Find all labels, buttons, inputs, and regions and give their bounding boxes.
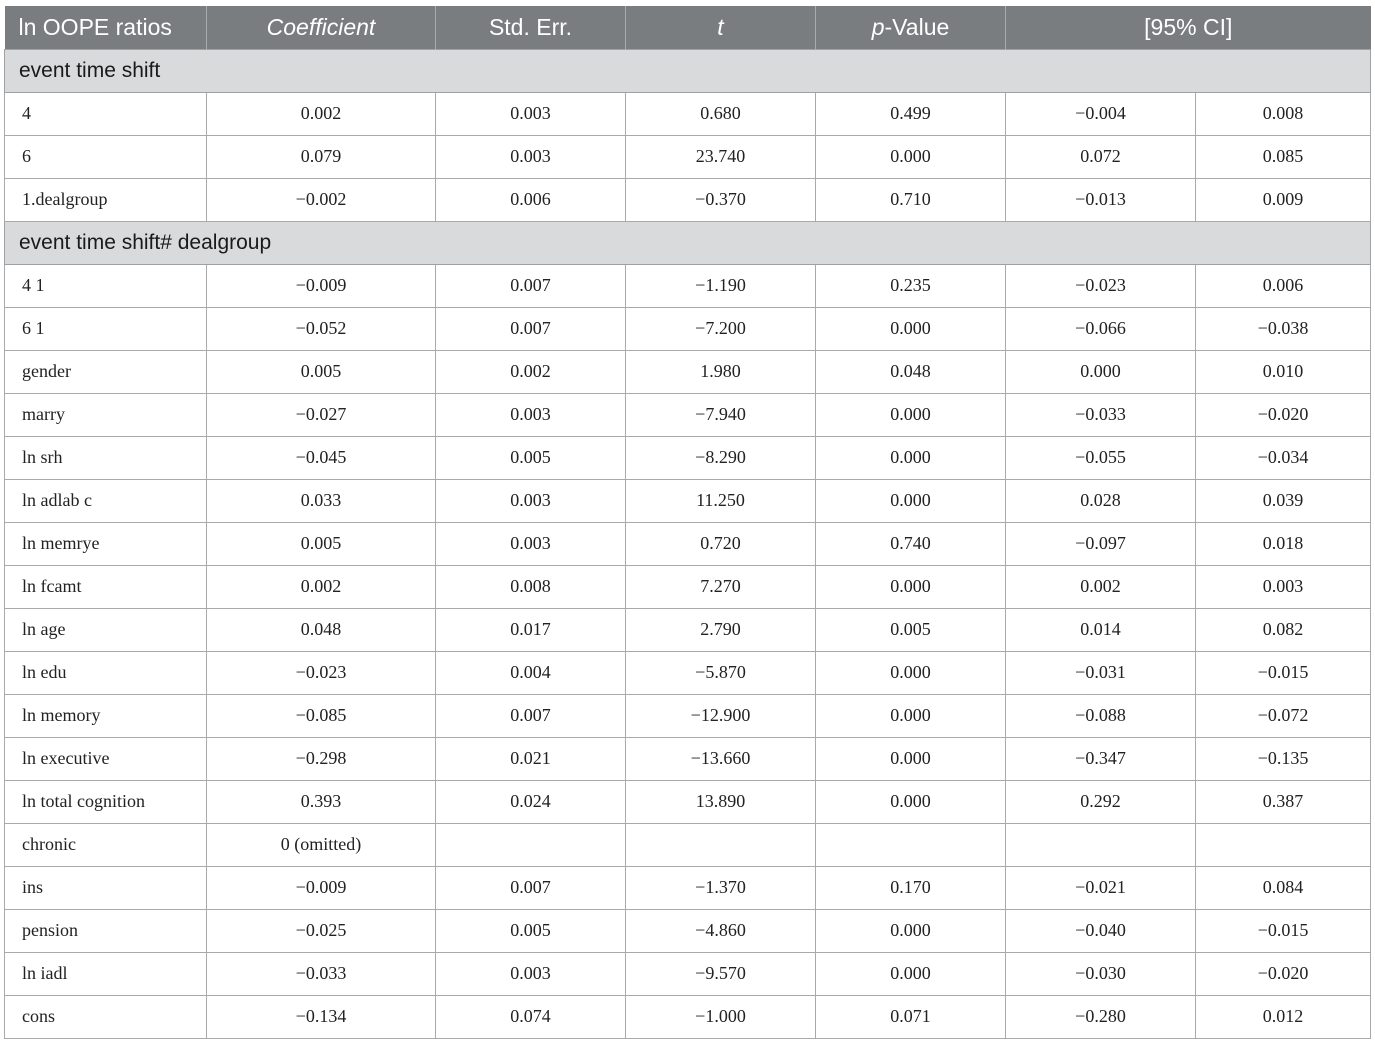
cell-ci-upper: −0.020	[1196, 952, 1371, 995]
cell-t-value: −7.940	[626, 393, 816, 436]
cell-ci-upper: 0.387	[1196, 780, 1371, 823]
table-row	[5, 737, 1371, 780]
cell-p-value: 0.000	[816, 952, 1006, 995]
cell-variable: ln edu	[5, 651, 207, 694]
cell-ci-lower: −0.013	[1006, 178, 1196, 221]
table-row	[5, 522, 1371, 565]
cell-variable: 4	[5, 92, 207, 135]
cell-p-value: 0.000	[816, 479, 1006, 522]
cell-ci-upper: 0.018	[1196, 522, 1371, 565]
cell-std-err: 0.002	[436, 350, 626, 393]
cell-coefficient: −0.134	[207, 995, 436, 1038]
cell-variable: ln memrye	[5, 522, 207, 565]
cell-p-value: 0.048	[816, 350, 1006, 393]
table-row	[5, 995, 1371, 1038]
cell-ci-upper: −0.135	[1196, 737, 1371, 780]
header-t	[626, 6, 816, 49]
cell-coefficient: 0.002	[207, 92, 436, 135]
cell-ci-lower: −0.347	[1006, 737, 1196, 780]
section-row	[5, 221, 1371, 264]
cell-variable: ln executive	[5, 737, 207, 780]
cell-std-err: 0.003	[436, 952, 626, 995]
cell-ci-lower: 0.292	[1006, 780, 1196, 823]
cell-coefficient: −0.085	[207, 694, 436, 737]
cell-ci-upper	[1196, 823, 1371, 866]
header-variable: ln OOPE ratios	[5, 6, 207, 49]
cell-t-value: −0.370	[626, 178, 816, 221]
cell-coefficient: 0.048	[207, 608, 436, 651]
cell-coefficient: −0.009	[207, 264, 436, 307]
cell-p-value: 0.005	[816, 608, 1006, 651]
cell-coefficient: −0.025	[207, 909, 436, 952]
cell-ci-lower: 0.014	[1006, 608, 1196, 651]
cell-ci-upper: −0.020	[1196, 393, 1371, 436]
header-p-italic: p	[871, 13, 885, 40]
cell-std-err: 0.021	[436, 737, 626, 780]
cell-std-err: 0.003	[436, 522, 626, 565]
table-row	[5, 178, 1371, 221]
cell-ci-lower: −0.088	[1006, 694, 1196, 737]
cell-ci-lower: 0.002	[1006, 565, 1196, 608]
cell-coefficient: −0.009	[207, 866, 436, 909]
cell-std-err: 0.006	[436, 178, 626, 221]
cell-variable: ln total cognition	[5, 780, 207, 823]
table-row	[5, 307, 1371, 350]
cell-variable: 1.dealgroup	[5, 178, 207, 221]
cell-ci-lower: −0.021	[1006, 866, 1196, 909]
header-coefficient	[207, 6, 436, 49]
header-t-label: t	[717, 13, 724, 40]
cell-p-value: 0.000	[816, 393, 1006, 436]
cell-std-err: 0.003	[436, 135, 626, 178]
cell-variable: 4 1	[5, 264, 207, 307]
cell-variable: marry	[5, 393, 207, 436]
cell-t-value: −13.660	[626, 737, 816, 780]
cell-variable: cons	[5, 995, 207, 1038]
table-row	[5, 651, 1371, 694]
cell-t-value: 7.270	[626, 565, 816, 608]
cell-std-err: 0.007	[436, 264, 626, 307]
section-title: event time shift# dealgroup	[5, 221, 1371, 264]
cell-variable: gender	[5, 350, 207, 393]
cell-variable: ln age	[5, 608, 207, 651]
table-row	[5, 823, 1371, 866]
cell-std-err: 0.008	[436, 565, 626, 608]
cell-coefficient: 0.393	[207, 780, 436, 823]
cell-t-value: 0.720	[626, 522, 816, 565]
table-row	[5, 866, 1371, 909]
cell-ci-lower: −0.066	[1006, 307, 1196, 350]
cell-variable: ins	[5, 866, 207, 909]
table-row	[5, 264, 1371, 307]
cell-ci-lower: 0.072	[1006, 135, 1196, 178]
cell-t-value: 13.890	[626, 780, 816, 823]
cell-ci-upper: −0.034	[1196, 436, 1371, 479]
header-std-err: Std. Err.	[436, 6, 626, 49]
cell-coefficient: 0.005	[207, 350, 436, 393]
cell-coefficient: −0.052	[207, 307, 436, 350]
cell-std-err: 0.007	[436, 307, 626, 350]
cell-coefficient: 0.002	[207, 565, 436, 608]
cell-coefficient: −0.027	[207, 393, 436, 436]
cell-p-value: 0.000	[816, 737, 1006, 780]
cell-p-value: 0.000	[816, 651, 1006, 694]
cell-ci-lower: −0.097	[1006, 522, 1196, 565]
cell-ci-upper: 0.085	[1196, 135, 1371, 178]
cell-variable: ln fcamt	[5, 565, 207, 608]
cell-std-err	[436, 823, 626, 866]
cell-p-value: 0.235	[816, 264, 1006, 307]
cell-variable: 6 1	[5, 307, 207, 350]
cell-std-err: 0.003	[436, 393, 626, 436]
cell-t-value: −5.870	[626, 651, 816, 694]
cell-t-value: −7.200	[626, 307, 816, 350]
cell-coefficient: −0.045	[207, 436, 436, 479]
cell-std-err: 0.024	[436, 780, 626, 823]
cell-ci-upper: 0.009	[1196, 178, 1371, 221]
cell-t-value: −9.570	[626, 952, 816, 995]
cell-p-value: 0.499	[816, 92, 1006, 135]
cell-ci-lower: 0.000	[1006, 350, 1196, 393]
cell-p-value: 0.000	[816, 780, 1006, 823]
cell-ci-lower: −0.055	[1006, 436, 1196, 479]
cell-p-value: 0.000	[816, 565, 1006, 608]
cell-std-err: 0.003	[436, 479, 626, 522]
table-row	[5, 952, 1371, 995]
cell-ci-lower: 0.028	[1006, 479, 1196, 522]
cell-t-value: 23.740	[626, 135, 816, 178]
cell-ci-upper: −0.038	[1196, 307, 1371, 350]
cell-ci-upper: 0.084	[1196, 866, 1371, 909]
cell-ci-upper: −0.015	[1196, 909, 1371, 952]
cell-variable: ln iadl	[5, 952, 207, 995]
table-body	[5, 49, 1371, 1038]
regression-table-container	[4, 6, 1370, 1039]
cell-p-value: 0.740	[816, 522, 1006, 565]
cell-ci-upper: 0.008	[1196, 92, 1371, 135]
cell-t-value: −8.290	[626, 436, 816, 479]
cell-std-err: 0.005	[436, 909, 626, 952]
cell-t-value: −4.860	[626, 909, 816, 952]
cell-coefficient: 0.079	[207, 135, 436, 178]
cell-std-err: 0.003	[436, 92, 626, 135]
cell-p-value: 0.000	[816, 307, 1006, 350]
table-header	[5, 6, 1371, 49]
header-p-value	[816, 6, 1006, 49]
cell-std-err: 0.074	[436, 995, 626, 1038]
table-row	[5, 135, 1371, 178]
cell-p-value: 0.000	[816, 436, 1006, 479]
cell-ci-upper: 0.006	[1196, 264, 1371, 307]
cell-p-value: 0.710	[816, 178, 1006, 221]
cell-std-err: 0.007	[436, 694, 626, 737]
cell-variable: chronic	[5, 823, 207, 866]
cell-coefficient: −0.002	[207, 178, 436, 221]
cell-coefficient: −0.298	[207, 737, 436, 780]
table-row	[5, 436, 1371, 479]
cell-p-value: 0.071	[816, 995, 1006, 1038]
cell-ci-lower: −0.023	[1006, 264, 1196, 307]
cell-std-err: 0.007	[436, 866, 626, 909]
table-row	[5, 92, 1371, 135]
cell-p-value: 0.000	[816, 909, 1006, 952]
table-row	[5, 694, 1371, 737]
cell-t-value: 1.980	[626, 350, 816, 393]
cell-t-value	[626, 823, 816, 866]
cell-ci-upper: −0.015	[1196, 651, 1371, 694]
cell-ci-lower: −0.004	[1006, 92, 1196, 135]
cell-std-err: 0.005	[436, 436, 626, 479]
section-row	[5, 49, 1371, 92]
cell-p-value: 0.000	[816, 135, 1006, 178]
cell-t-value: 2.790	[626, 608, 816, 651]
cell-std-err: 0.017	[436, 608, 626, 651]
cell-ci-upper: 0.082	[1196, 608, 1371, 651]
cell-p-value: 0.170	[816, 866, 1006, 909]
regression-table	[4, 6, 1371, 1039]
table-row	[5, 350, 1371, 393]
cell-ci-lower: −0.031	[1006, 651, 1196, 694]
cell-variable: ln memory	[5, 694, 207, 737]
cell-coefficient: 0 (omitted)	[207, 823, 436, 866]
table-row	[5, 479, 1371, 522]
cell-variable: 6	[5, 135, 207, 178]
header-row	[5, 6, 1371, 49]
cell-ci-upper: 0.039	[1196, 479, 1371, 522]
cell-coefficient: 0.033	[207, 479, 436, 522]
cell-p-value: 0.000	[816, 694, 1006, 737]
cell-std-err: 0.004	[436, 651, 626, 694]
cell-variable: ln srh	[5, 436, 207, 479]
table-row	[5, 608, 1371, 651]
cell-variable: pension	[5, 909, 207, 952]
cell-ci-lower	[1006, 823, 1196, 866]
cell-t-value: 11.250	[626, 479, 816, 522]
header-coefficient-label: Coefficient	[266, 13, 376, 40]
cell-coefficient: −0.033	[207, 952, 436, 995]
header-ci: [95% CI]	[1006, 6, 1371, 49]
cell-t-value: −1.190	[626, 264, 816, 307]
cell-variable: ln adlab c	[5, 479, 207, 522]
cell-ci-upper: 0.010	[1196, 350, 1371, 393]
cell-ci-upper: −0.072	[1196, 694, 1371, 737]
cell-t-value: −12.900	[626, 694, 816, 737]
cell-ci-lower: −0.033	[1006, 393, 1196, 436]
table-row	[5, 565, 1371, 608]
cell-ci-lower: −0.030	[1006, 952, 1196, 995]
cell-t-value: −1.370	[626, 866, 816, 909]
cell-t-value: −1.000	[626, 995, 816, 1038]
header-p-value-rest: -Value	[884, 13, 950, 40]
cell-p-value	[816, 823, 1006, 866]
cell-ci-lower: −0.280	[1006, 995, 1196, 1038]
cell-ci-lower: −0.040	[1006, 909, 1196, 952]
table-row	[5, 780, 1371, 823]
table-row	[5, 393, 1371, 436]
cell-coefficient: −0.023	[207, 651, 436, 694]
cell-coefficient: 0.005	[207, 522, 436, 565]
cell-t-value: 0.680	[626, 92, 816, 135]
table-row	[5, 909, 1371, 952]
cell-ci-upper: 0.012	[1196, 995, 1371, 1038]
section-title: event time shift	[5, 49, 1371, 92]
cell-ci-upper: 0.003	[1196, 565, 1371, 608]
